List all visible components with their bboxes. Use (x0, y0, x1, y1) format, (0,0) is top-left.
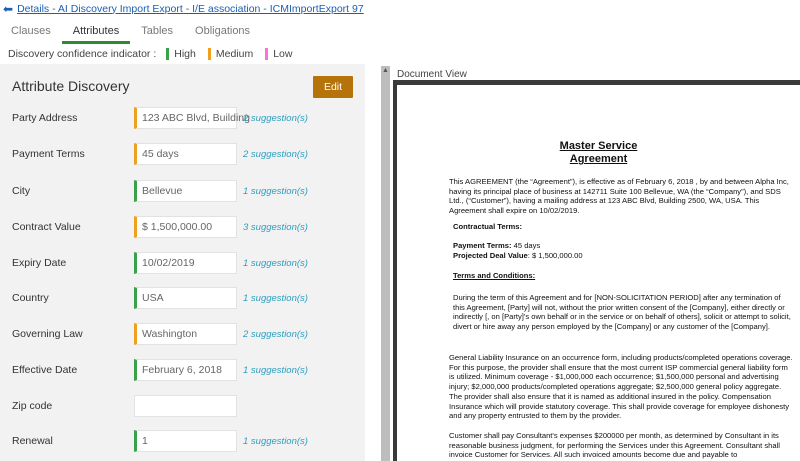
attribute-row-party-address (0, 106, 365, 130)
attribute-label: Country (12, 292, 49, 304)
high-swatch (166, 48, 169, 60)
attribute-row-city (0, 179, 365, 203)
attribute-row-country (0, 286, 365, 310)
attribute-row-effective-date (0, 358, 365, 382)
attribute-row-zip-code (0, 394, 365, 418)
legend-item-low (265, 48, 292, 60)
suggestions-link[interactable]: 3 suggestion(s) (243, 221, 308, 233)
payment-terms-doc-value: 45 days (513, 241, 541, 250)
country-field[interactable]: USA (134, 287, 237, 309)
contractual-terms-heading: Contractual Terms: (453, 222, 523, 231)
tab-attributes[interactable]: Attributes (62, 17, 130, 44)
attribute-label: Renewal (12, 435, 53, 447)
terms-heading: Terms and Conditions: (453, 271, 536, 280)
expiry-date-field[interactable]: 10/02/2019 (134, 252, 237, 274)
legend-low-label: Low (273, 48, 293, 60)
breadcrumb[interactable]: Details - AI Discovery Import Export - I/E association - ICMImportExport 97 (17, 2, 364, 15)
contract-value-field[interactable]: $ 1,500,000.00 (134, 216, 237, 238)
panel-title: Attribute Discovery (12, 78, 130, 94)
panel-scrollbar[interactable] (381, 66, 390, 461)
renewal-field[interactable]: 1 (134, 430, 237, 452)
attribute-discovery-panel (0, 64, 365, 461)
back-arrow-icon[interactable]: ⬅ (3, 1, 14, 16)
attribute-label: Party Address (12, 112, 78, 124)
suggestions-link[interactable]: 2 suggestion(s) (243, 112, 308, 124)
legend-item-medium (208, 48, 253, 60)
attribute-label: Payment Terms (12, 148, 85, 160)
governing-law-field[interactable]: Washington (134, 323, 237, 345)
tab-clauses[interactable]: Clauses (11, 25, 51, 37)
attribute-row-expiry-date (0, 251, 365, 275)
legend-high-label: High (174, 48, 196, 60)
document-intro: This AGREEMENT (the “Agreement”), is effective as of February 6, 2018 , by and between Alpha Inc, having its principal place of business at 142711 Suite 100 Bellevue, WA (the “Company”), and SDS Ltd., (“Customer”), having a mailing address at 123 ABC Blvd, Building 2500, WA, USA. This Agreement shall expire on 10/02/2019. (449, 177, 789, 216)
low-swatch (265, 48, 268, 60)
attribute-row-governing-law (0, 322, 365, 346)
document-view-label: Document View (397, 69, 467, 80)
payment-terms-line (453, 241, 540, 251)
header-bar (0, 0, 800, 17)
scroll-up-arrow-icon[interactable]: ▲ (382, 67, 389, 74)
suggestions-link[interactable]: 1 suggestion(s) (243, 185, 308, 197)
payment-terms-field[interactable]: 45 days (134, 143, 237, 165)
document-title (397, 140, 800, 166)
payment-terms-doc-label: Payment Terms: (453, 241, 512, 250)
attribute-row-renewal (0, 429, 365, 453)
tab-tables[interactable]: Tables (141, 25, 174, 37)
attribute-row-contract-value (0, 215, 365, 239)
suggestions-link[interactable]: 1 suggestion(s) (243, 292, 308, 304)
document-title-line2: Agreement (569, 153, 628, 166)
attribute-label: Effective Date (12, 364, 78, 376)
zip-code-field[interactable] (134, 395, 237, 417)
legend-item-high (166, 48, 196, 60)
attribute-label: City (12, 185, 31, 197)
medium-swatch (208, 48, 211, 60)
suggestions-link[interactable]: 1 suggestion(s) (243, 257, 308, 269)
tab-bar (0, 17, 800, 44)
document-para-3: Customer shall pay Consultant's expenses $200000 per month, as determined by Consultant in its reasonable business judgment, for performing the Services under this Agreement. Consultant shall invoice Customer for Services. All such invoiced amounts become due and payable to (449, 431, 780, 460)
suggestions-link[interactable]: 1 suggestion(s) (243, 364, 308, 376)
legend-medium-label: Medium (215, 48, 254, 60)
deal-value-doc-value: : $ 1,500,000.00 (527, 251, 583, 260)
effective-date-field[interactable]: February 6, 2018 (134, 359, 237, 381)
document-para-1: During the term of this Agreement and for [NON-SOLICITATION PERIOD] after any termination of this Agreement, [Party] will not, without the prior written consent of the [Company], either directly or indirectly [, on [Party]'s own behalf or in the service or on behalf of others], solicit or attempt to solicit, divert or hire away any person employed by the [Company] or any customer of the [Company]. (453, 293, 791, 332)
attribute-label: Contract Value (12, 221, 81, 233)
deal-value-doc-label: Projected Deal Value (453, 251, 528, 260)
attribute-row-payment-terms (0, 142, 365, 166)
suggestions-link[interactable]: 2 suggestion(s) (243, 328, 308, 340)
attribute-label: Expiry Date (12, 257, 67, 269)
confidence-legend (0, 44, 800, 64)
edit-button[interactable]: Edit (313, 76, 353, 98)
attribute-label: Zip code (12, 400, 53, 412)
tab-obligations[interactable]: Obligations (195, 25, 251, 37)
document-para-2: General Liability Insurance on an occurrence form, including products/completed operations coverage. For this purpose, the provider shall ensure that the most current ISP commercial general liability form is utilized. Minimum coverage - $1,000,000 each occurrence; $1,500,000 personal and advertising injury; $2,000,000 products/completed operations aggregate; $2,500,000 general policy aggregate. The provider shall also ensure that it is named as additional insured in the policy. Compensation Insurance which will provide statutory coverage. This shall provide coverage for employee dishonesty and any property entrusted to them by the provider. (449, 353, 793, 421)
document-page (397, 85, 800, 461)
document-title-line1: Master Service (559, 140, 638, 152)
deal-value-line (453, 251, 583, 261)
party-address-field[interactable]: 123 ABC Blvd, Building (134, 107, 237, 129)
suggestions-link[interactable]: 2 suggestion(s) (243, 148, 308, 160)
legend-label: Discovery confidence indicator : (8, 48, 157, 60)
city-field[interactable]: Bellevue (134, 180, 237, 202)
suggestions-link[interactable]: 1 suggestion(s) (243, 435, 308, 447)
attribute-label: Governing Law (12, 328, 83, 340)
